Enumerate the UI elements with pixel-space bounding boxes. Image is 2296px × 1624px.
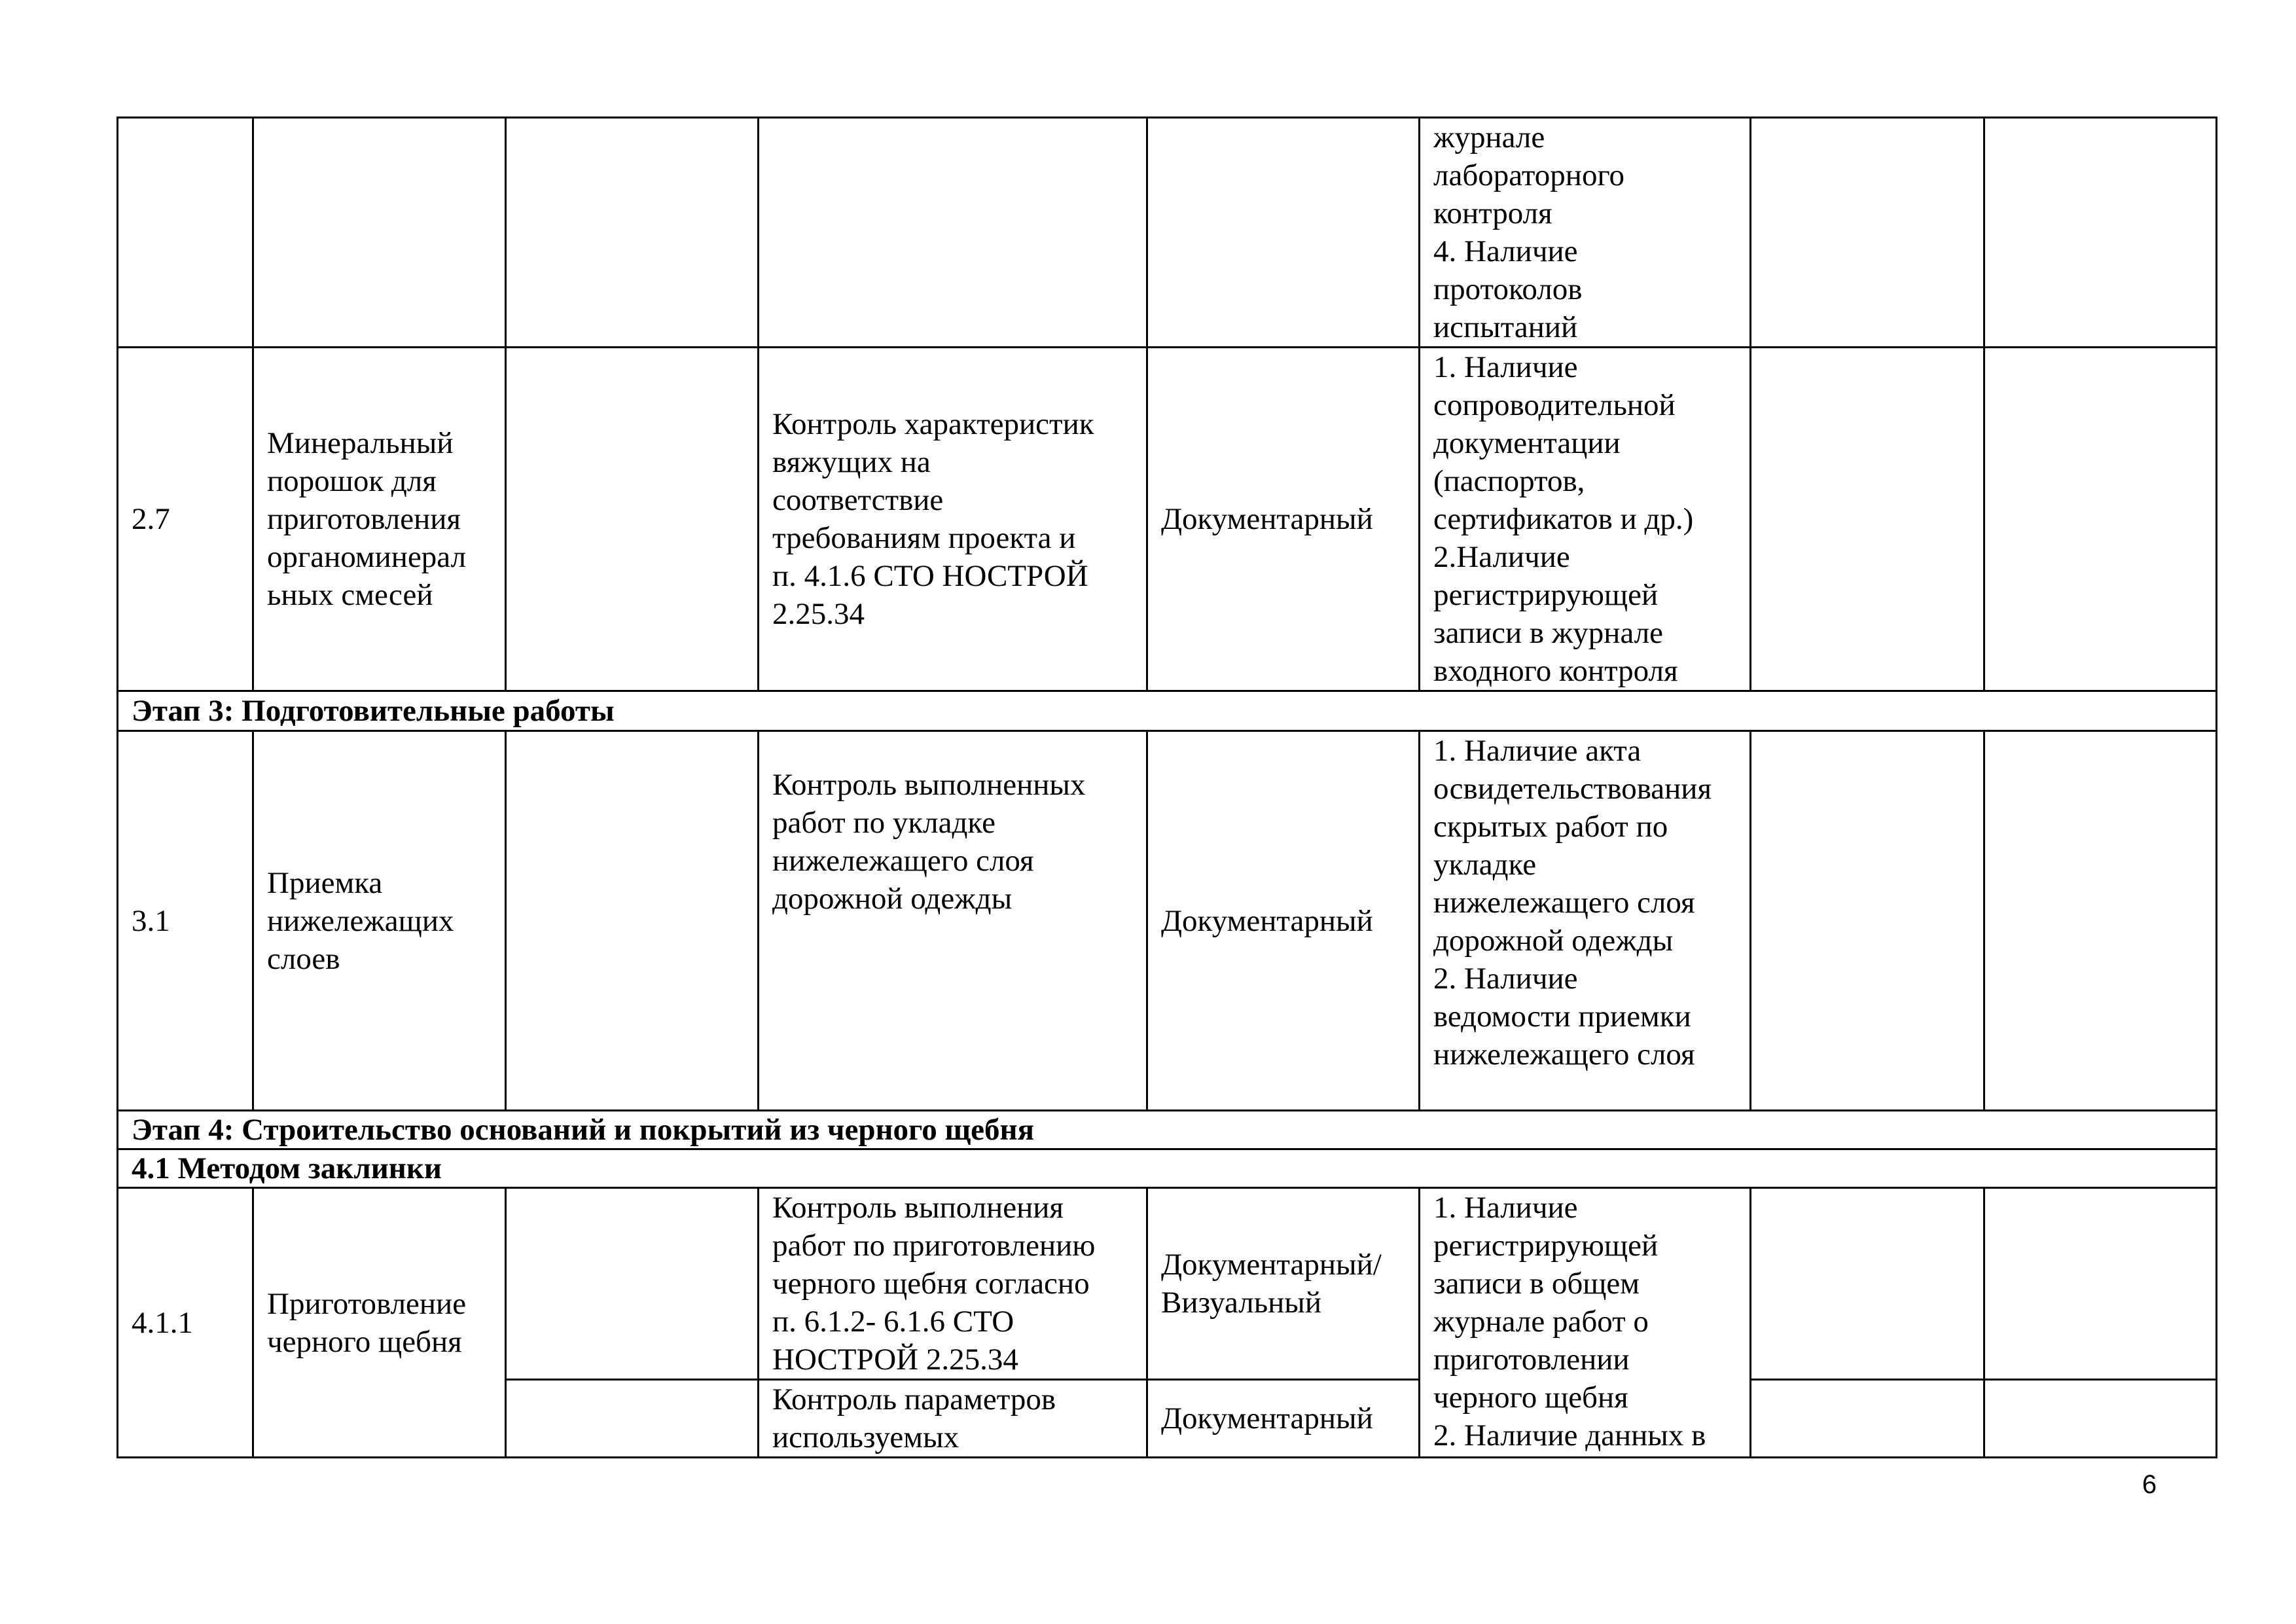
- text-line: черного щебня: [1433, 1380, 1628, 1415]
- text-line: журнале: [1433, 120, 1545, 154]
- cell-name: [253, 731, 506, 1111]
- text-line: Контроль параметров: [772, 1382, 1056, 1416]
- cell-methods: [1420, 348, 1751, 691]
- page-number: 6: [2142, 1470, 2157, 1499]
- text-line: регистрирующей: [1433, 578, 1659, 612]
- text-line: порошок для: [267, 464, 437, 498]
- text-line: сопроводительной: [1433, 388, 1676, 422]
- table-row: [118, 731, 2217, 1111]
- text-line: используемых: [772, 1420, 960, 1454]
- text-line: освидетельствования: [1433, 772, 1712, 806]
- text-line: приготовления: [267, 502, 461, 536]
- text-line: 2. Наличие: [1433, 962, 1578, 996]
- text-line: контроля: [1433, 196, 1552, 230]
- substage-title: 4.1 Методом заклинки: [118, 1149, 2217, 1188]
- text-line: ведомости приемки: [1433, 1000, 1691, 1034]
- cell-methods: [1420, 1188, 1751, 1458]
- text-line: Контроль выполненных: [772, 768, 1086, 802]
- stage-row: [118, 1111, 2217, 1149]
- cell-num: 3.1: [118, 731, 253, 1111]
- text-line: ьных смесей: [267, 578, 433, 612]
- text-line: входного контроля: [1433, 654, 1678, 688]
- text-line: нижележащих: [267, 903, 454, 938]
- text-line: Приготовление: [267, 1286, 467, 1321]
- cell-type: [1147, 118, 1420, 348]
- cell-empty: [1984, 348, 2217, 691]
- cell-empty: [1984, 118, 2217, 348]
- stage-row: [118, 1149, 2217, 1188]
- cell-num: 4.1.1: [118, 1188, 253, 1458]
- cell-type: [1147, 1188, 1420, 1380]
- cell-empty: [506, 731, 759, 1111]
- text-line: 4. Наличие: [1433, 234, 1578, 268]
- text-line: слоев: [267, 941, 340, 976]
- text-line: вяжущих на: [772, 445, 931, 479]
- text-line: органоминерал: [267, 540, 467, 574]
- cell-control: [759, 1188, 1147, 1380]
- stage-row: [118, 691, 2217, 731]
- cell-empty: [1751, 1380, 1984, 1458]
- text-line: п. 4.1.6 СТО НОСТРОЙ: [772, 559, 1088, 593]
- table-row: [118, 348, 2217, 691]
- cell-name: [253, 118, 506, 348]
- cell-empty: [1984, 1188, 2217, 1380]
- cell-methods: [1420, 118, 1751, 348]
- table-row: [118, 1188, 2217, 1380]
- text-line: (паспортов,: [1433, 464, 1585, 498]
- table-row: [118, 118, 2217, 348]
- cell-num: [118, 118, 253, 348]
- text-line: дорожной одежды: [1433, 924, 1674, 958]
- stage-title: Этап 4: Строительство оснований и покрытий из черного щебня: [118, 1111, 2217, 1149]
- cell-control: [759, 118, 1147, 348]
- text-line: записи в журнале: [1433, 616, 1664, 650]
- cell-empty: [506, 348, 759, 691]
- text-line: 1. Наличие акта: [1433, 734, 1641, 768]
- text-line: п. 6.1.2- 6.1.6 СТО: [772, 1305, 1014, 1339]
- cell-empty: [1751, 731, 1984, 1111]
- text-line: лабораторного: [1433, 158, 1625, 192]
- text-line: нижележащего слоя: [1433, 1038, 1695, 1072]
- text-line: испытаний: [1433, 310, 1578, 344]
- text-line: скрытых работ по: [1433, 810, 1668, 844]
- cell-methods: [1420, 731, 1751, 1111]
- text-line: Документарный/: [1161, 1248, 1382, 1282]
- text-line: соответствие: [772, 483, 944, 517]
- text-line: 1. Наличие: [1433, 350, 1578, 384]
- text-line: дорожной одежды: [772, 882, 1013, 916]
- text-line: регистрирующей: [1433, 1229, 1659, 1263]
- cell-empty: [506, 1380, 759, 1458]
- text-line: нижележащего слоя: [772, 844, 1034, 878]
- cell-type: Документарный: [1147, 348, 1420, 691]
- cell-empty: [506, 118, 759, 348]
- cell-type: Документарный: [1147, 1380, 1420, 1458]
- text-line: записи в общем: [1433, 1267, 1640, 1301]
- text-line: Контроль характеристик: [772, 407, 1094, 441]
- text-line: документации: [1433, 426, 1621, 460]
- text-line: укладке: [1433, 848, 1537, 882]
- cell-empty: [1984, 731, 2217, 1111]
- stage-title: Этап 3: Подготовительные работы: [118, 691, 2217, 731]
- text-line: приготовлении: [1433, 1343, 1630, 1377]
- text-line: работ по приготовлению: [772, 1229, 1096, 1263]
- text-line: Минеральный: [267, 426, 454, 460]
- text-line: требованиям проекта и: [772, 521, 1076, 555]
- text-line: 1. Наличие: [1433, 1191, 1578, 1225]
- text-line: Визуальный: [1161, 1286, 1322, 1320]
- cell-control: [759, 1380, 1147, 1458]
- cell-name: [253, 1188, 506, 1458]
- cell-num: 2.7: [118, 348, 253, 691]
- cell-control: [759, 731, 1147, 1111]
- cell-type: Документарный: [1147, 731, 1420, 1111]
- cell-name: [253, 348, 506, 691]
- text-line: черного щебня: [267, 1324, 462, 1359]
- text-line: черного щебня согласно: [772, 1267, 1090, 1301]
- cell-empty: [1751, 118, 1984, 348]
- cell-empty: [1751, 1188, 1984, 1380]
- text-line: протоколов: [1433, 272, 1583, 306]
- cell-empty: [506, 1188, 759, 1380]
- cell-control: [759, 348, 1147, 691]
- text-line: работ по укладке: [772, 806, 996, 840]
- text-line: 2.Наличие: [1433, 540, 1570, 574]
- cell-empty: [1984, 1380, 2217, 1458]
- text-line: НОСТРОЙ 2.25.34: [772, 1343, 1018, 1377]
- text-line: сертификатов и др.): [1433, 502, 1694, 536]
- text-line: нижележащего слоя: [1433, 886, 1695, 920]
- inspection-table: [117, 117, 2217, 1458]
- text-line: журнале работ о: [1433, 1305, 1649, 1339]
- text-line: Приемка: [267, 865, 383, 900]
- text-line: 2. Наличие данных в: [1433, 1418, 1706, 1453]
- text-line: Контроль выполнения: [772, 1191, 1064, 1225]
- cell-empty: [1751, 348, 1984, 691]
- text-line: 2.25.34: [772, 597, 865, 631]
